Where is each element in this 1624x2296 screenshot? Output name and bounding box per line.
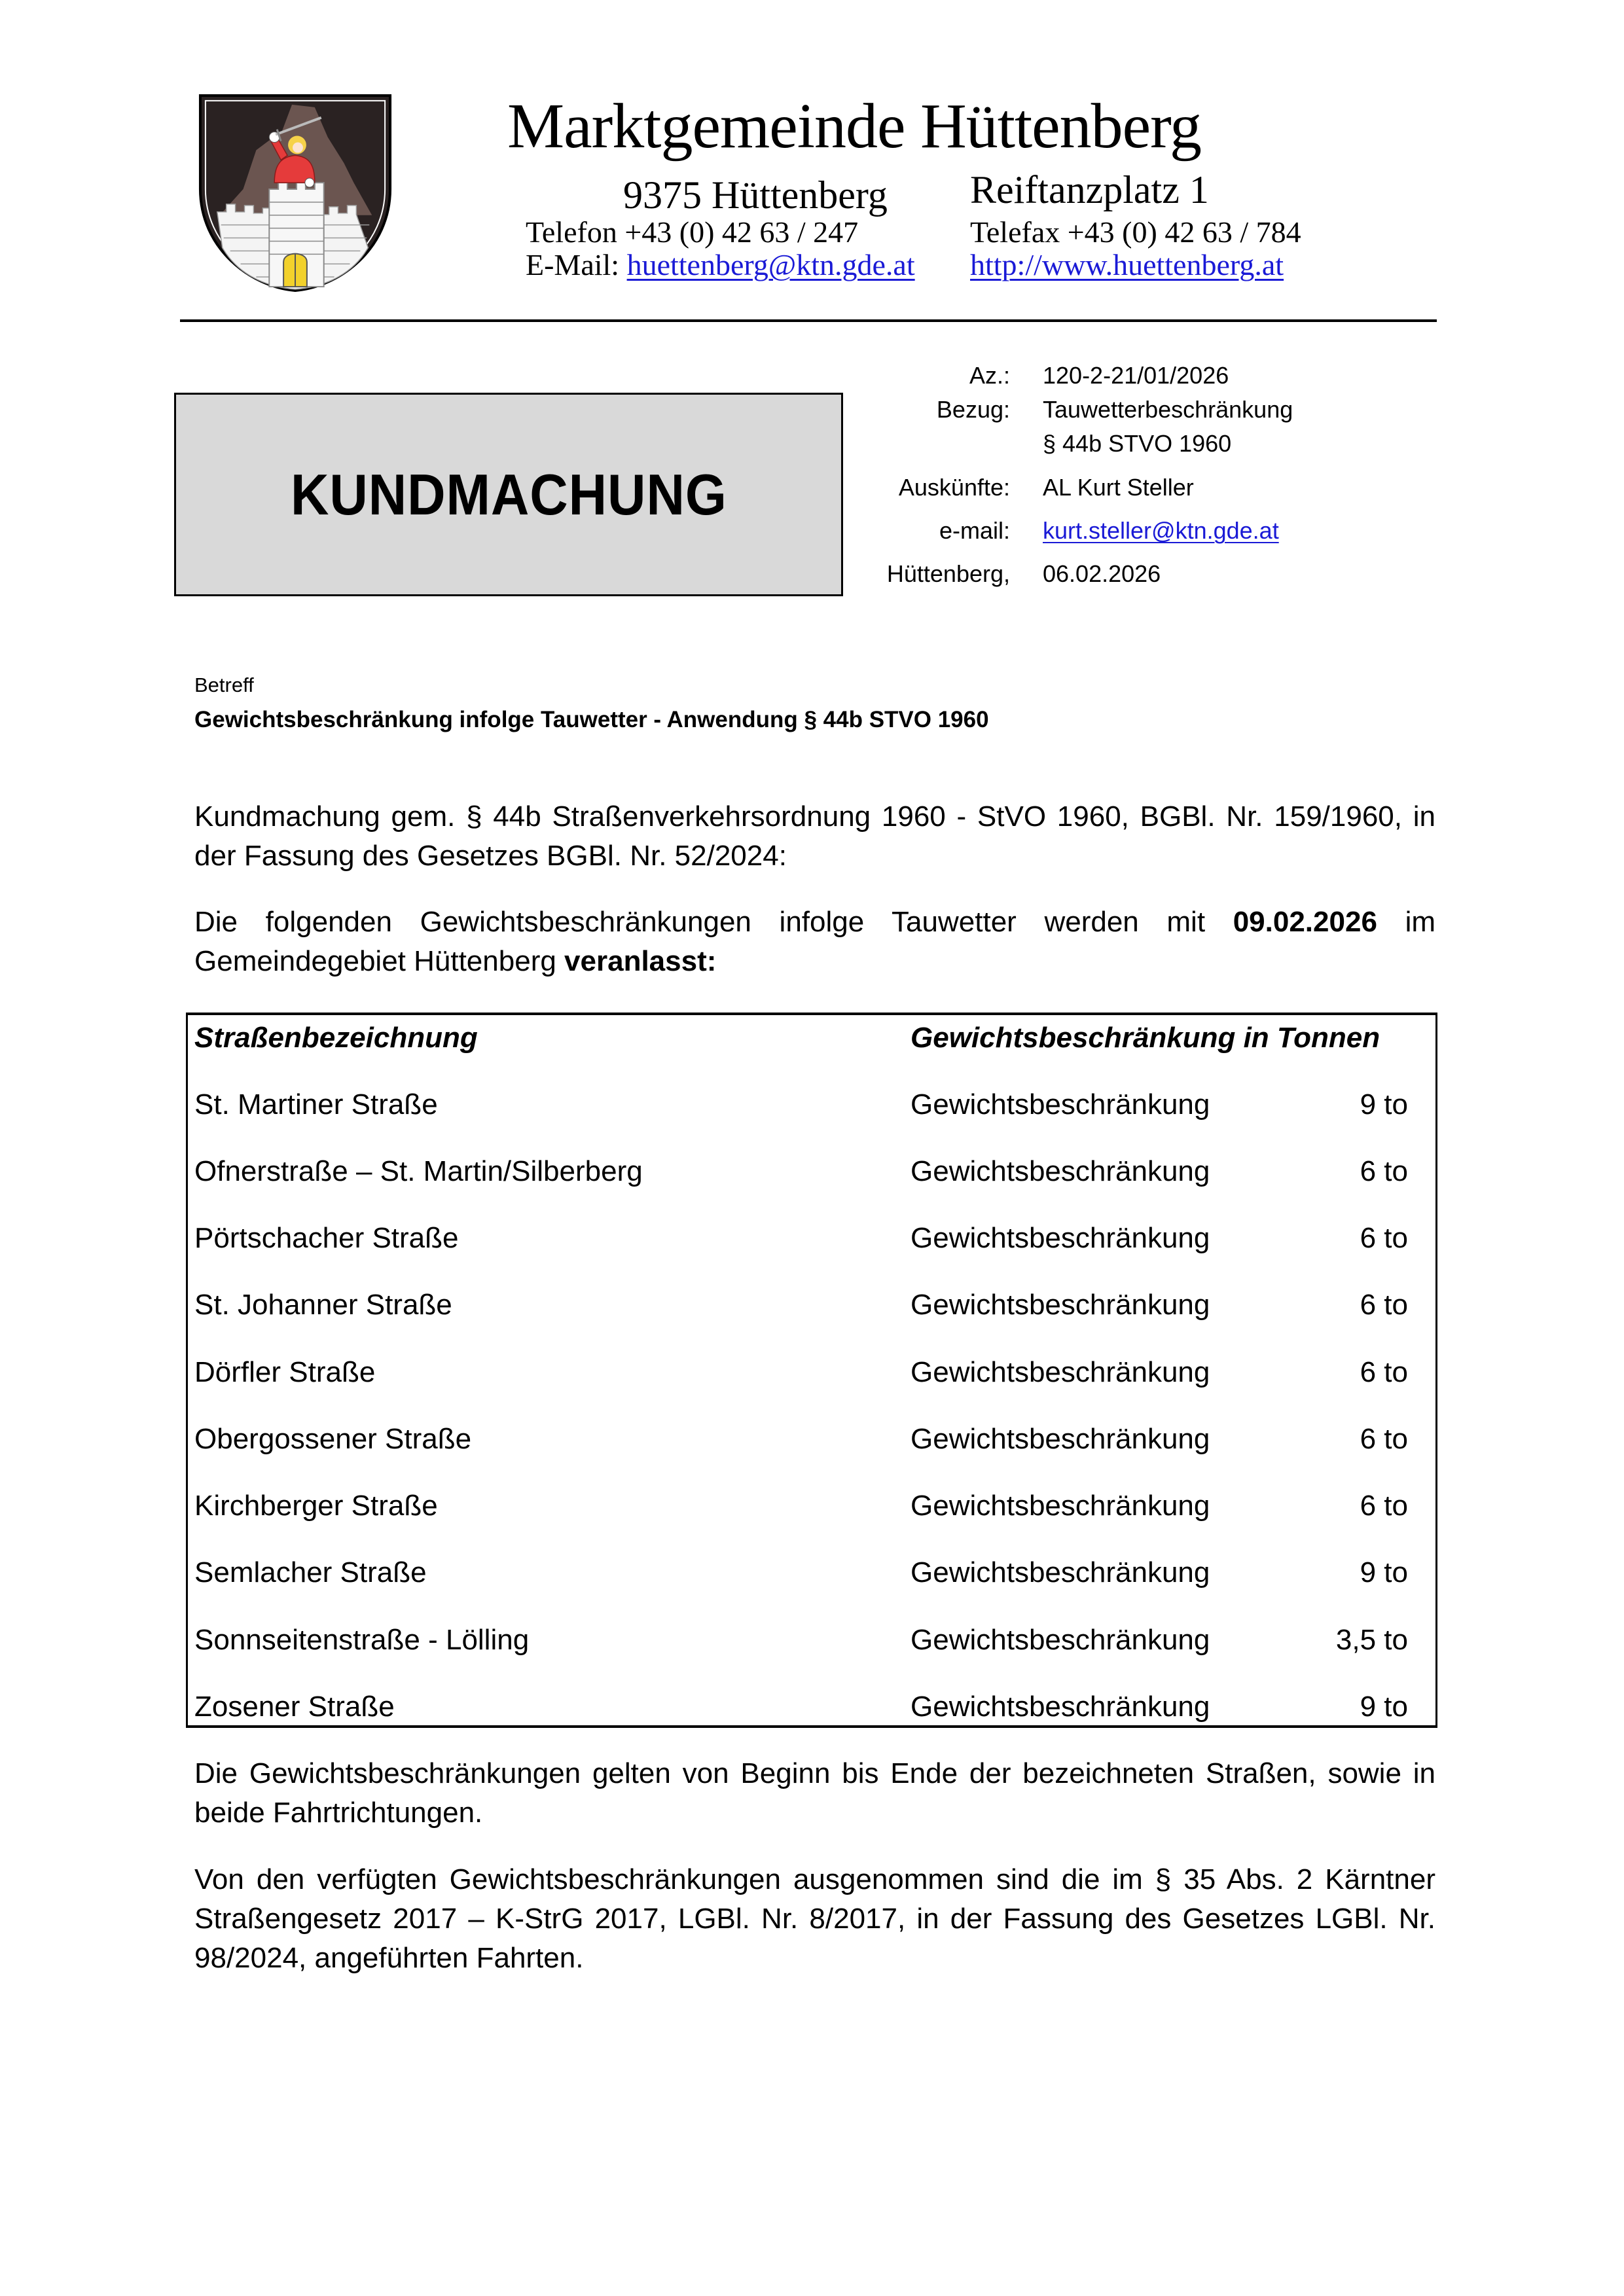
restriction-tons: 9 to <box>1360 1556 1408 1588</box>
subject-label: Betreff <box>194 673 254 696</box>
closing-paragraph-scope: Die Gewichtsbeschränkungen gelten von Beginn bis Ende der bezeichneten Straßen, sowie in beide Fahrtrichtungen. <box>194 1757 1435 1829</box>
restriction-type: Gewichtsbeschränkung <box>911 1222 1210 1254</box>
intro-paragraph-effective <box>194 903 1435 981</box>
az-label: Az.: <box>969 362 1010 389</box>
restriction-tons: 6 to <box>1360 1289 1408 1321</box>
notice-title: KUNDMACHUNG <box>290 461 727 527</box>
effective-text-middle: im Gemeindegebiet Hüttenberg <box>194 906 1435 977</box>
street-name: St. Martiner Straße <box>194 1088 438 1121</box>
weight-restriction-table <box>186 1013 1437 1728</box>
street-name: Zosener Straße <box>194 1691 395 1723</box>
restriction-tons: 3,5 to <box>1335 1624 1408 1656</box>
restriction-tons: 9 to <box>1360 1088 1408 1121</box>
street-name: St. Johanner Straße <box>194 1289 452 1321</box>
street-name: Pörtschacher Straße <box>194 1222 459 1254</box>
restriction-type: Gewichtsbeschränkung <box>911 1289 1210 1321</box>
notice-title-box <box>174 393 843 596</box>
contact-email-label: e-mail: <box>939 517 1010 544</box>
restriction-type: Gewichtsbeschränkung <box>911 1155 1210 1187</box>
street-name: Ofnerstraße – St. Martin/Silberberg <box>194 1155 643 1187</box>
email-link[interactable]: huettenberg@ktn.gde.at <box>626 248 915 281</box>
postal-city: 9375 Hüttenberg <box>623 173 888 217</box>
email-line <box>526 249 915 281</box>
effective-text-start: Die folgenden Gewichtsbeschränkungen infolge Tauwetter werden mit <box>194 906 1233 938</box>
restriction-type: Gewichtsbeschränkung <box>911 1423 1210 1455</box>
restriction-tons: 6 to <box>1360 1423 1408 1455</box>
restriction-tons: 6 to <box>1360 1155 1408 1187</box>
restriction-tons: 6 to <box>1360 1490 1408 1522</box>
effective-date: 09.02.2026 <box>1233 906 1377 938</box>
restriction-type: Gewichtsbeschränkung <box>911 1691 1210 1723</box>
bezug-label: Bezug: <box>936 396 1010 423</box>
place-label: Hüttenberg, <box>886 560 1010 587</box>
restriction-type: Gewichtsbeschränkung <box>911 1088 1210 1121</box>
intro-paragraph-legal-basis: Kundmachung gem. § 44b Straßenverkehrsordnung 1960 - StVO 1960, BGBl. Nr. 159/1960, in der Fassung des Gesetzes BGBl. Nr. 52/2024: <box>194 800 1435 872</box>
column-header-restriction: Gewichtsbeschränkung in Tonnen <box>911 1022 1380 1054</box>
website-link[interactable]: http://www.huettenberg.at <box>970 248 1284 281</box>
restriction-tons: 6 to <box>1360 1222 1408 1254</box>
restriction-tons: 6 to <box>1360 1356 1408 1388</box>
street-name: Kirchberger Straße <box>194 1490 438 1522</box>
bezug-value-line1: Tauwetterbeschränkung <box>1043 396 1293 423</box>
street-name: Obergossener Straße <box>194 1423 472 1455</box>
email-label: E-Mail: <box>526 248 620 281</box>
restriction-type: Gewichtsbeschränkung <box>911 1556 1210 1588</box>
restriction-tons: 9 to <box>1360 1691 1408 1723</box>
fax-number: Telefax +43 (0) 42 63 / 784 <box>970 215 1301 249</box>
document-date: 06.02.2026 <box>1043 560 1161 587</box>
auskuenfte-value: AL Kurt Steller <box>1043 474 1194 501</box>
effective-text-end: veranlasst: <box>564 945 717 977</box>
bezug-value-line2: § 44b STVO 1960 <box>1043 430 1232 457</box>
street-name: Semlacher Straße <box>194 1556 427 1588</box>
organization-title: Marktgemeinde Hüttenberg <box>507 91 1202 162</box>
contact-email-link[interactable]: kurt.steller@ktn.gde.at <box>1043 517 1279 544</box>
restriction-type: Gewichtsbeschränkung <box>911 1490 1210 1522</box>
auskuenfte-label: Auskünfte: <box>898 474 1010 501</box>
restriction-type: Gewichtsbeschränkung <box>911 1624 1210 1656</box>
az-value: 120-2-21/01/2026 <box>1043 362 1229 389</box>
header-divider <box>180 319 1437 322</box>
restriction-type: Gewichtsbeschränkung <box>911 1356 1210 1388</box>
column-header-street: Straßenbezeichnung <box>194 1022 478 1054</box>
closing-paragraph-exemptions: Von den verfügten Gewichtsbeschränkungen ausgenommen sind die im § 35 Abs. 2 Kärntner Straßengesetz 2017 – K-StrG 2017, LGBl. Nr. 8/2017, in der Fassung des Gesetzes LGBl. Nr. 98/2024, angeführten Fahrten. <box>194 1863 1435 1974</box>
phone-number: Telefon +43 (0) 42 63 / 247 <box>526 215 859 249</box>
street-name: Sonnseitenstraße - Lölling <box>194 1624 530 1656</box>
subject-text: Gewichtsbeschränkung infolge Tauwetter - Anwendung § 44b STVO 1960 <box>194 707 989 732</box>
street-address: Reiftanzplatz 1 <box>970 168 1209 211</box>
street-name: Dörfler Straße <box>194 1356 376 1388</box>
coat-of-arms-icon <box>196 92 394 293</box>
